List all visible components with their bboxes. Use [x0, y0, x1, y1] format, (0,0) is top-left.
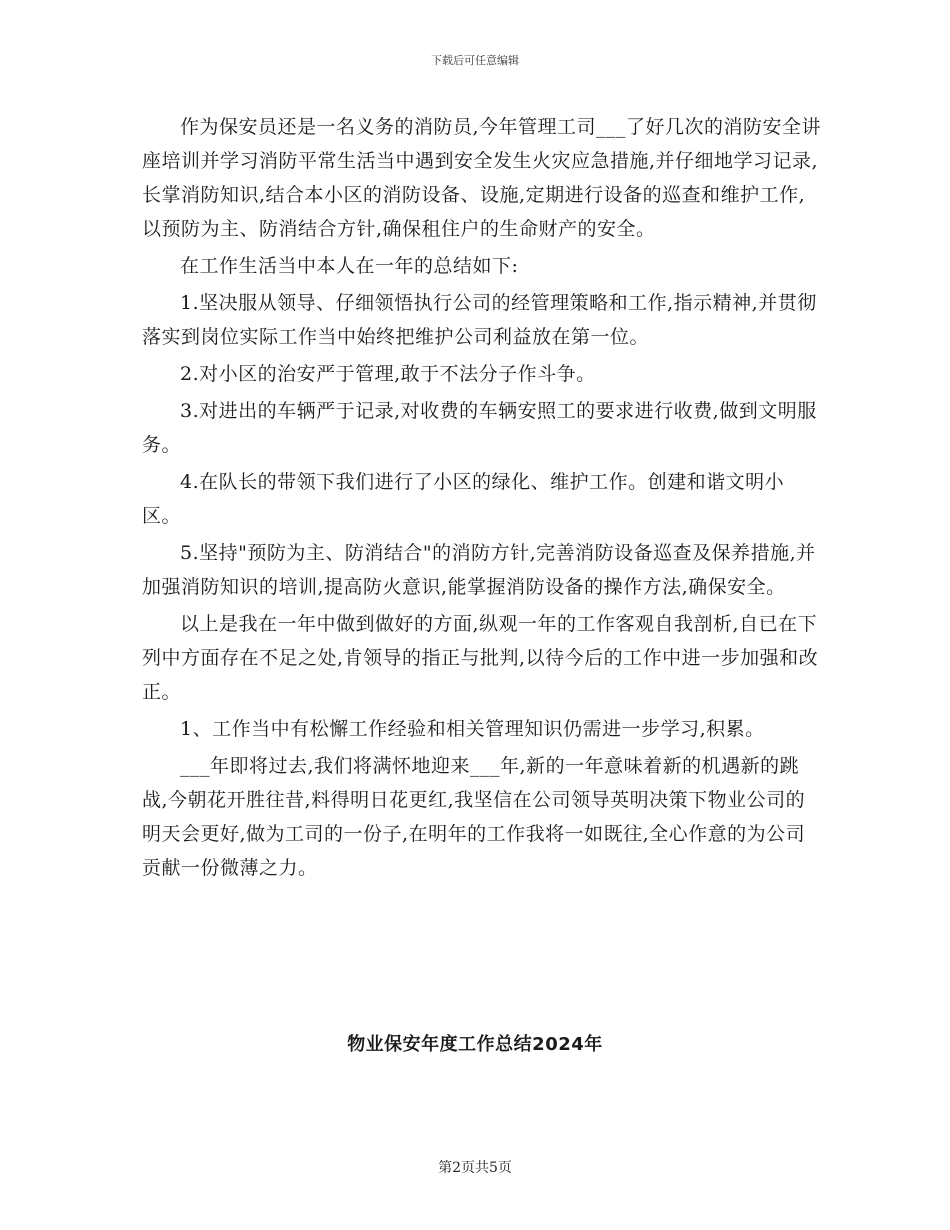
document-body — [142, 110, 822, 888]
paragraph-self-review: 以上是我在一年中做到做好的方面,纵观一年的工作客观自我剖析,自已在下列中方面存在不足之处,肯领导的指正与批判,以待今后的工作中进一步加强和改正。 — [142, 613, 819, 703]
paragraph-intro: 作为保安员还是一名义务的消防员,今年管理工司___了好几次的消防安全讲座培训并学习消防平常生活当中遇到安全发生火灾应急措施,并仔细地学习记录,长掌消防知识,结合本小区的消防设备、设施,定期进行设备的巡查和维护工作,以预防为主、防消结合方针,确保租住户的生命财产的安全。 — [142, 116, 822, 240]
paragraph-item-4: 4.在队长的带领下我们进行了小区的绿化、维护工作。创建和谐文明小区。 — [142, 471, 785, 527]
page-header: 下载后可任意编辑 — [431, 54, 519, 67]
document-title: 物业保安年度工作总结2024年 — [347, 1034, 603, 1055]
paragraph-item-3: 3.对进出的车辆严于记录,对收费的车辆安照工的要求进行收费,做到文明服务。 — [142, 400, 817, 456]
page-number: 第2页共5页 — [438, 1160, 512, 1176]
paragraph-summary-lead: 在工作生活当中本人在一年的总结如下: — [180, 255, 519, 277]
paragraph-item-2: 2.对小区的治安严于管理,敢于不法分子作斗争。 — [180, 363, 596, 385]
paragraph-closing: ___年即将过去,我们将满怀地迎来___年,新的一年意味着新的机遇新的跳战,今朝花开胜往昔,料得明日花更红,我坚信在公司领导英明决策下物业公司的明天会更好,做为工司的一份子,在明年的工作我将一如既往,全心作意的为公司贡献一份微薄之力。 — [142, 755, 806, 879]
paragraph-item-1: 1.坚决服从领导、仔细领悟执行公司的经管理策略和工作,指示精神,并贯彻落实到岗位实际工作当中始终把维护公司利益放在第一位。 — [142, 292, 817, 348]
paragraph-shortcoming-1: 1、工作当中有松懈工作经验和相关管理知识仍需进一步学习,积累。 — [180, 718, 765, 740]
paragraph-item-5: 5.坚持"预防为主、防消结合"的消防方针,完善消防设备巡查及保养措施,并加强消防知识的培训,提高防火意识,能掌握消防设备的操作方法,确保安全。 — [142, 542, 816, 598]
